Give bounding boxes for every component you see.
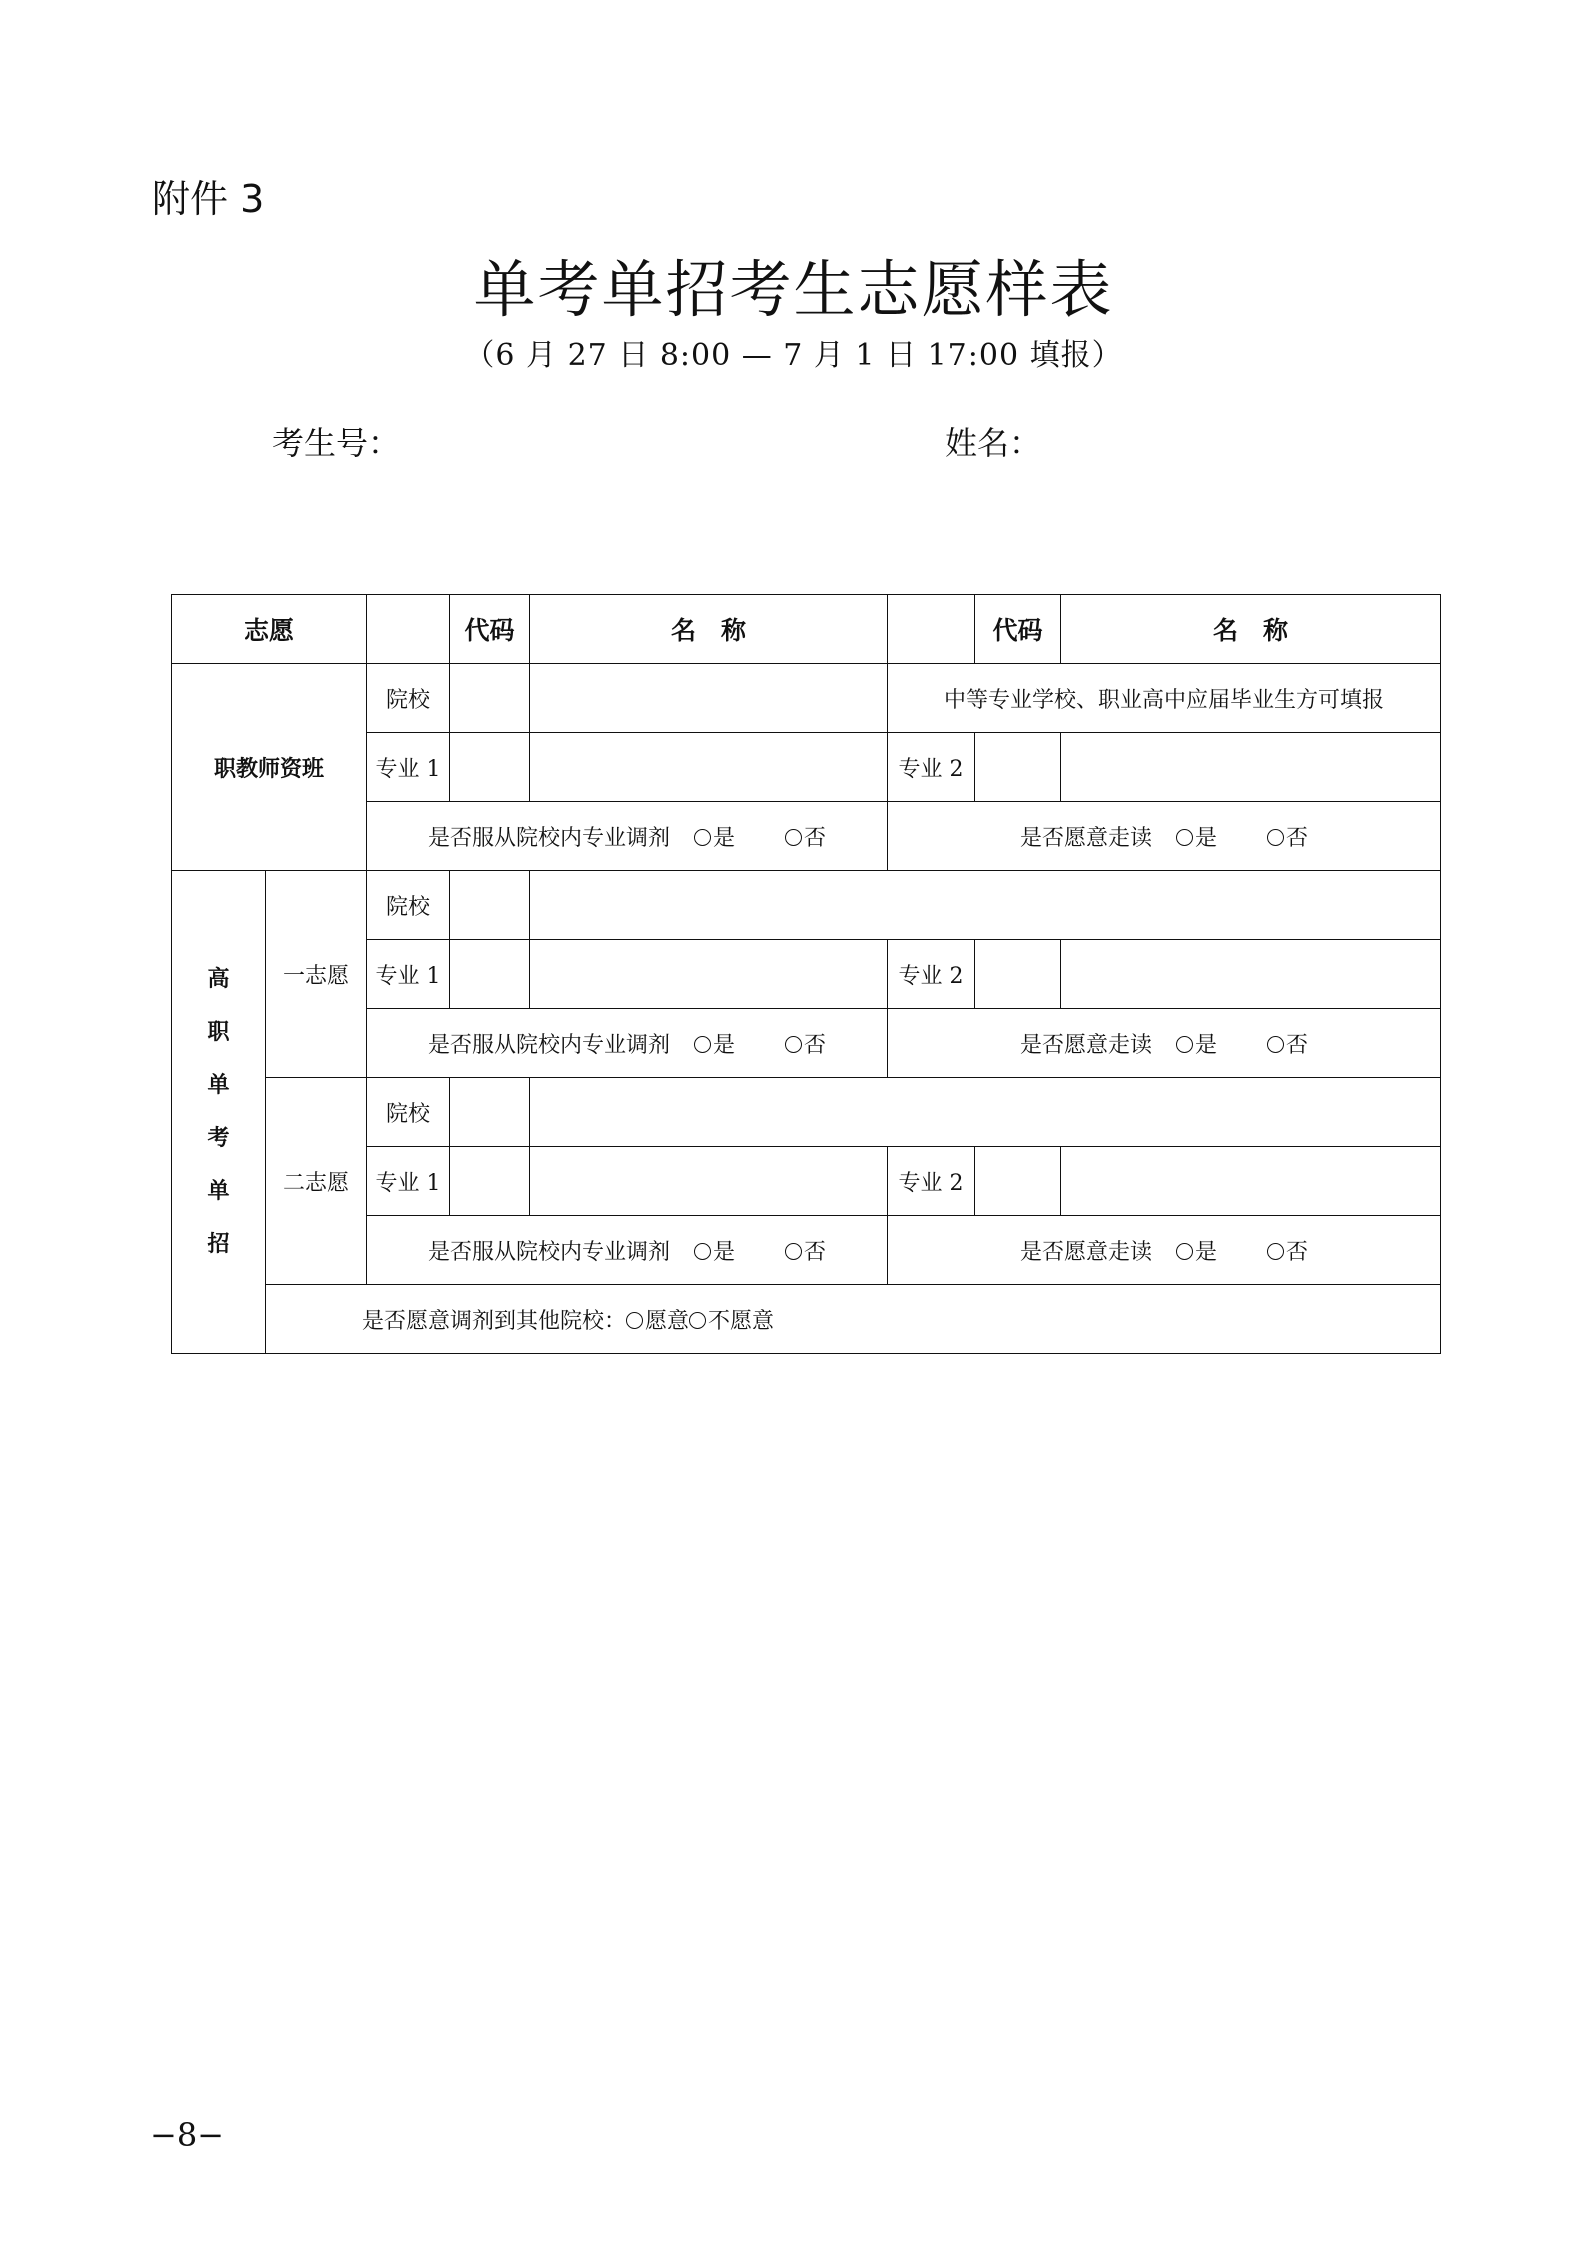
first-school-row bbox=[172, 871, 1441, 940]
zhijiao-school-name-field[interactable] bbox=[530, 664, 888, 733]
major1-label: 专业 1 bbox=[367, 1147, 450, 1216]
first-school-name-field[interactable] bbox=[530, 871, 1441, 940]
adjust-yes-label: 是 bbox=[713, 825, 736, 851]
zhijiao-walkin-question bbox=[888, 802, 1441, 871]
other-school-willing-label: 愿意 bbox=[645, 1308, 690, 1334]
walkin-question-text: 是否愿意走读 bbox=[1019, 1239, 1152, 1265]
adjust-question-text: 是否服从院校内专业调剂 bbox=[427, 1239, 670, 1265]
school-label: 院校 bbox=[367, 664, 450, 733]
first-adjust-question bbox=[367, 1009, 888, 1078]
first-major1-code-field[interactable] bbox=[450, 940, 530, 1009]
walkin-yes-label: 是 bbox=[1195, 1032, 1218, 1058]
adjust-yes-radio[interactable] bbox=[694, 829, 711, 846]
school-label: 院校 bbox=[367, 871, 450, 940]
adjust-yes-label: 是 bbox=[713, 1032, 736, 1058]
major1-label: 专业 1 bbox=[367, 733, 450, 802]
name-label: 姓名： bbox=[945, 424, 1042, 462]
zhijiao-label: 职教师资班 bbox=[172, 664, 367, 871]
walkin-no-label: 否 bbox=[1286, 825, 1309, 851]
first-major2-code-field[interactable] bbox=[975, 940, 1061, 1009]
zhijiao-eligibility-note: 中等专业学校、职业高中应届毕业生方可填报 bbox=[888, 664, 1441, 733]
walkin-yes-radio[interactable] bbox=[1176, 829, 1193, 846]
second-major1-name-field[interactable] bbox=[530, 1147, 888, 1216]
first-major2-name-field[interactable] bbox=[1061, 940, 1441, 1009]
zhijiao-major2-name-field[interactable] bbox=[1061, 733, 1441, 802]
table-header-row bbox=[172, 595, 1441, 664]
zhijiao-school-code-field[interactable] bbox=[450, 664, 530, 733]
walkin-no-radio[interactable] bbox=[1267, 829, 1284, 846]
other-school-row bbox=[172, 1285, 1441, 1354]
page-subtitle: （6 月 27 日 8:00 — 7 月 1 日 17:00 填报） bbox=[464, 338, 1123, 373]
major2-label: 专业 2 bbox=[888, 733, 975, 802]
walkin-no-radio[interactable] bbox=[1267, 1243, 1284, 1260]
second-adjust-question bbox=[367, 1216, 888, 1285]
zhijiao-school-row bbox=[172, 664, 1441, 733]
walkin-no-label: 否 bbox=[1286, 1032, 1309, 1058]
walkin-yes-radio[interactable] bbox=[1176, 1243, 1193, 1260]
attachment-label: 附件 3 bbox=[152, 177, 265, 221]
header-code-2: 代码 bbox=[975, 595, 1061, 664]
walkin-no-label: 否 bbox=[1286, 1239, 1309, 1265]
walkin-question-text: 是否愿意走读 bbox=[1019, 825, 1152, 851]
header-blank-2 bbox=[888, 595, 975, 664]
adjust-no-label: 否 bbox=[804, 1239, 827, 1265]
adjust-question-text: 是否服从院校内专业调剂 bbox=[427, 825, 670, 851]
page-title: 单考单招考生志愿样表 bbox=[473, 253, 1114, 326]
zhijiao-major1-name-field[interactable] bbox=[530, 733, 888, 802]
application-form-table bbox=[171, 594, 1441, 1354]
header-code-1: 代码 bbox=[450, 595, 530, 664]
second-school-name-field[interactable] bbox=[530, 1078, 1441, 1147]
header-name-2: 名 称 bbox=[1061, 595, 1441, 664]
adjust-no-label: 否 bbox=[804, 1032, 827, 1058]
page-number: −8− bbox=[150, 2116, 224, 2154]
second-choice-label: 二志愿 bbox=[266, 1078, 367, 1285]
walkin-yes-label: 是 bbox=[1195, 1239, 1218, 1265]
other-school-unwilling-radio[interactable] bbox=[689, 1312, 706, 1329]
first-major1-name-field[interactable] bbox=[530, 940, 888, 1009]
walkin-yes-label: 是 bbox=[1195, 825, 1218, 851]
adjust-yes-radio[interactable] bbox=[694, 1243, 711, 1260]
adjust-yes-radio[interactable] bbox=[694, 1036, 711, 1053]
second-school-code-field[interactable] bbox=[450, 1078, 530, 1147]
walkin-yes-radio[interactable] bbox=[1176, 1036, 1193, 1053]
adjust-no-label: 否 bbox=[804, 825, 827, 851]
school-label: 院校 bbox=[367, 1078, 450, 1147]
major2-label: 专业 2 bbox=[888, 940, 975, 1009]
major2-label: 专业 2 bbox=[888, 1147, 975, 1216]
header-name-1: 名 称 bbox=[530, 595, 888, 664]
gaozhi-vertical-label: 高 职 单 考 单 招 bbox=[172, 871, 266, 1354]
walkin-question-text: 是否愿意走读 bbox=[1019, 1032, 1152, 1058]
adjust-no-radio[interactable] bbox=[785, 1243, 802, 1260]
zhijiao-adjust-question bbox=[367, 802, 888, 871]
other-school-question-text: 是否愿意调剂到其他院校： bbox=[362, 1308, 627, 1334]
first-walkin-question bbox=[888, 1009, 1441, 1078]
second-major1-code-field[interactable] bbox=[450, 1147, 530, 1216]
zhijiao-major1-code-field[interactable] bbox=[450, 733, 530, 802]
adjust-question-text: 是否服从院校内专业调剂 bbox=[427, 1032, 670, 1058]
other-school-question bbox=[266, 1285, 1441, 1354]
major1-label: 专业 1 bbox=[367, 940, 450, 1009]
adjust-yes-label: 是 bbox=[713, 1239, 736, 1265]
first-choice-label: 一志愿 bbox=[266, 871, 367, 1078]
zhijiao-major2-code-field[interactable] bbox=[975, 733, 1061, 802]
second-walkin-question bbox=[888, 1216, 1441, 1285]
adjust-no-radio[interactable] bbox=[785, 829, 802, 846]
header-zhiyuan: 志愿 bbox=[172, 595, 367, 664]
adjust-no-radio[interactable] bbox=[785, 1036, 802, 1053]
header-blank-1 bbox=[367, 595, 450, 664]
second-major2-name-field[interactable] bbox=[1061, 1147, 1441, 1216]
other-school-willing-radio[interactable] bbox=[626, 1312, 643, 1329]
first-school-code-field[interactable] bbox=[450, 871, 530, 940]
second-major2-code-field[interactable] bbox=[975, 1147, 1061, 1216]
second-school-row bbox=[172, 1078, 1441, 1147]
student-number-label: 考生号： bbox=[272, 424, 401, 462]
walkin-no-radio[interactable] bbox=[1267, 1036, 1284, 1053]
other-school-unwilling-label: 不愿意 bbox=[708, 1308, 775, 1334]
